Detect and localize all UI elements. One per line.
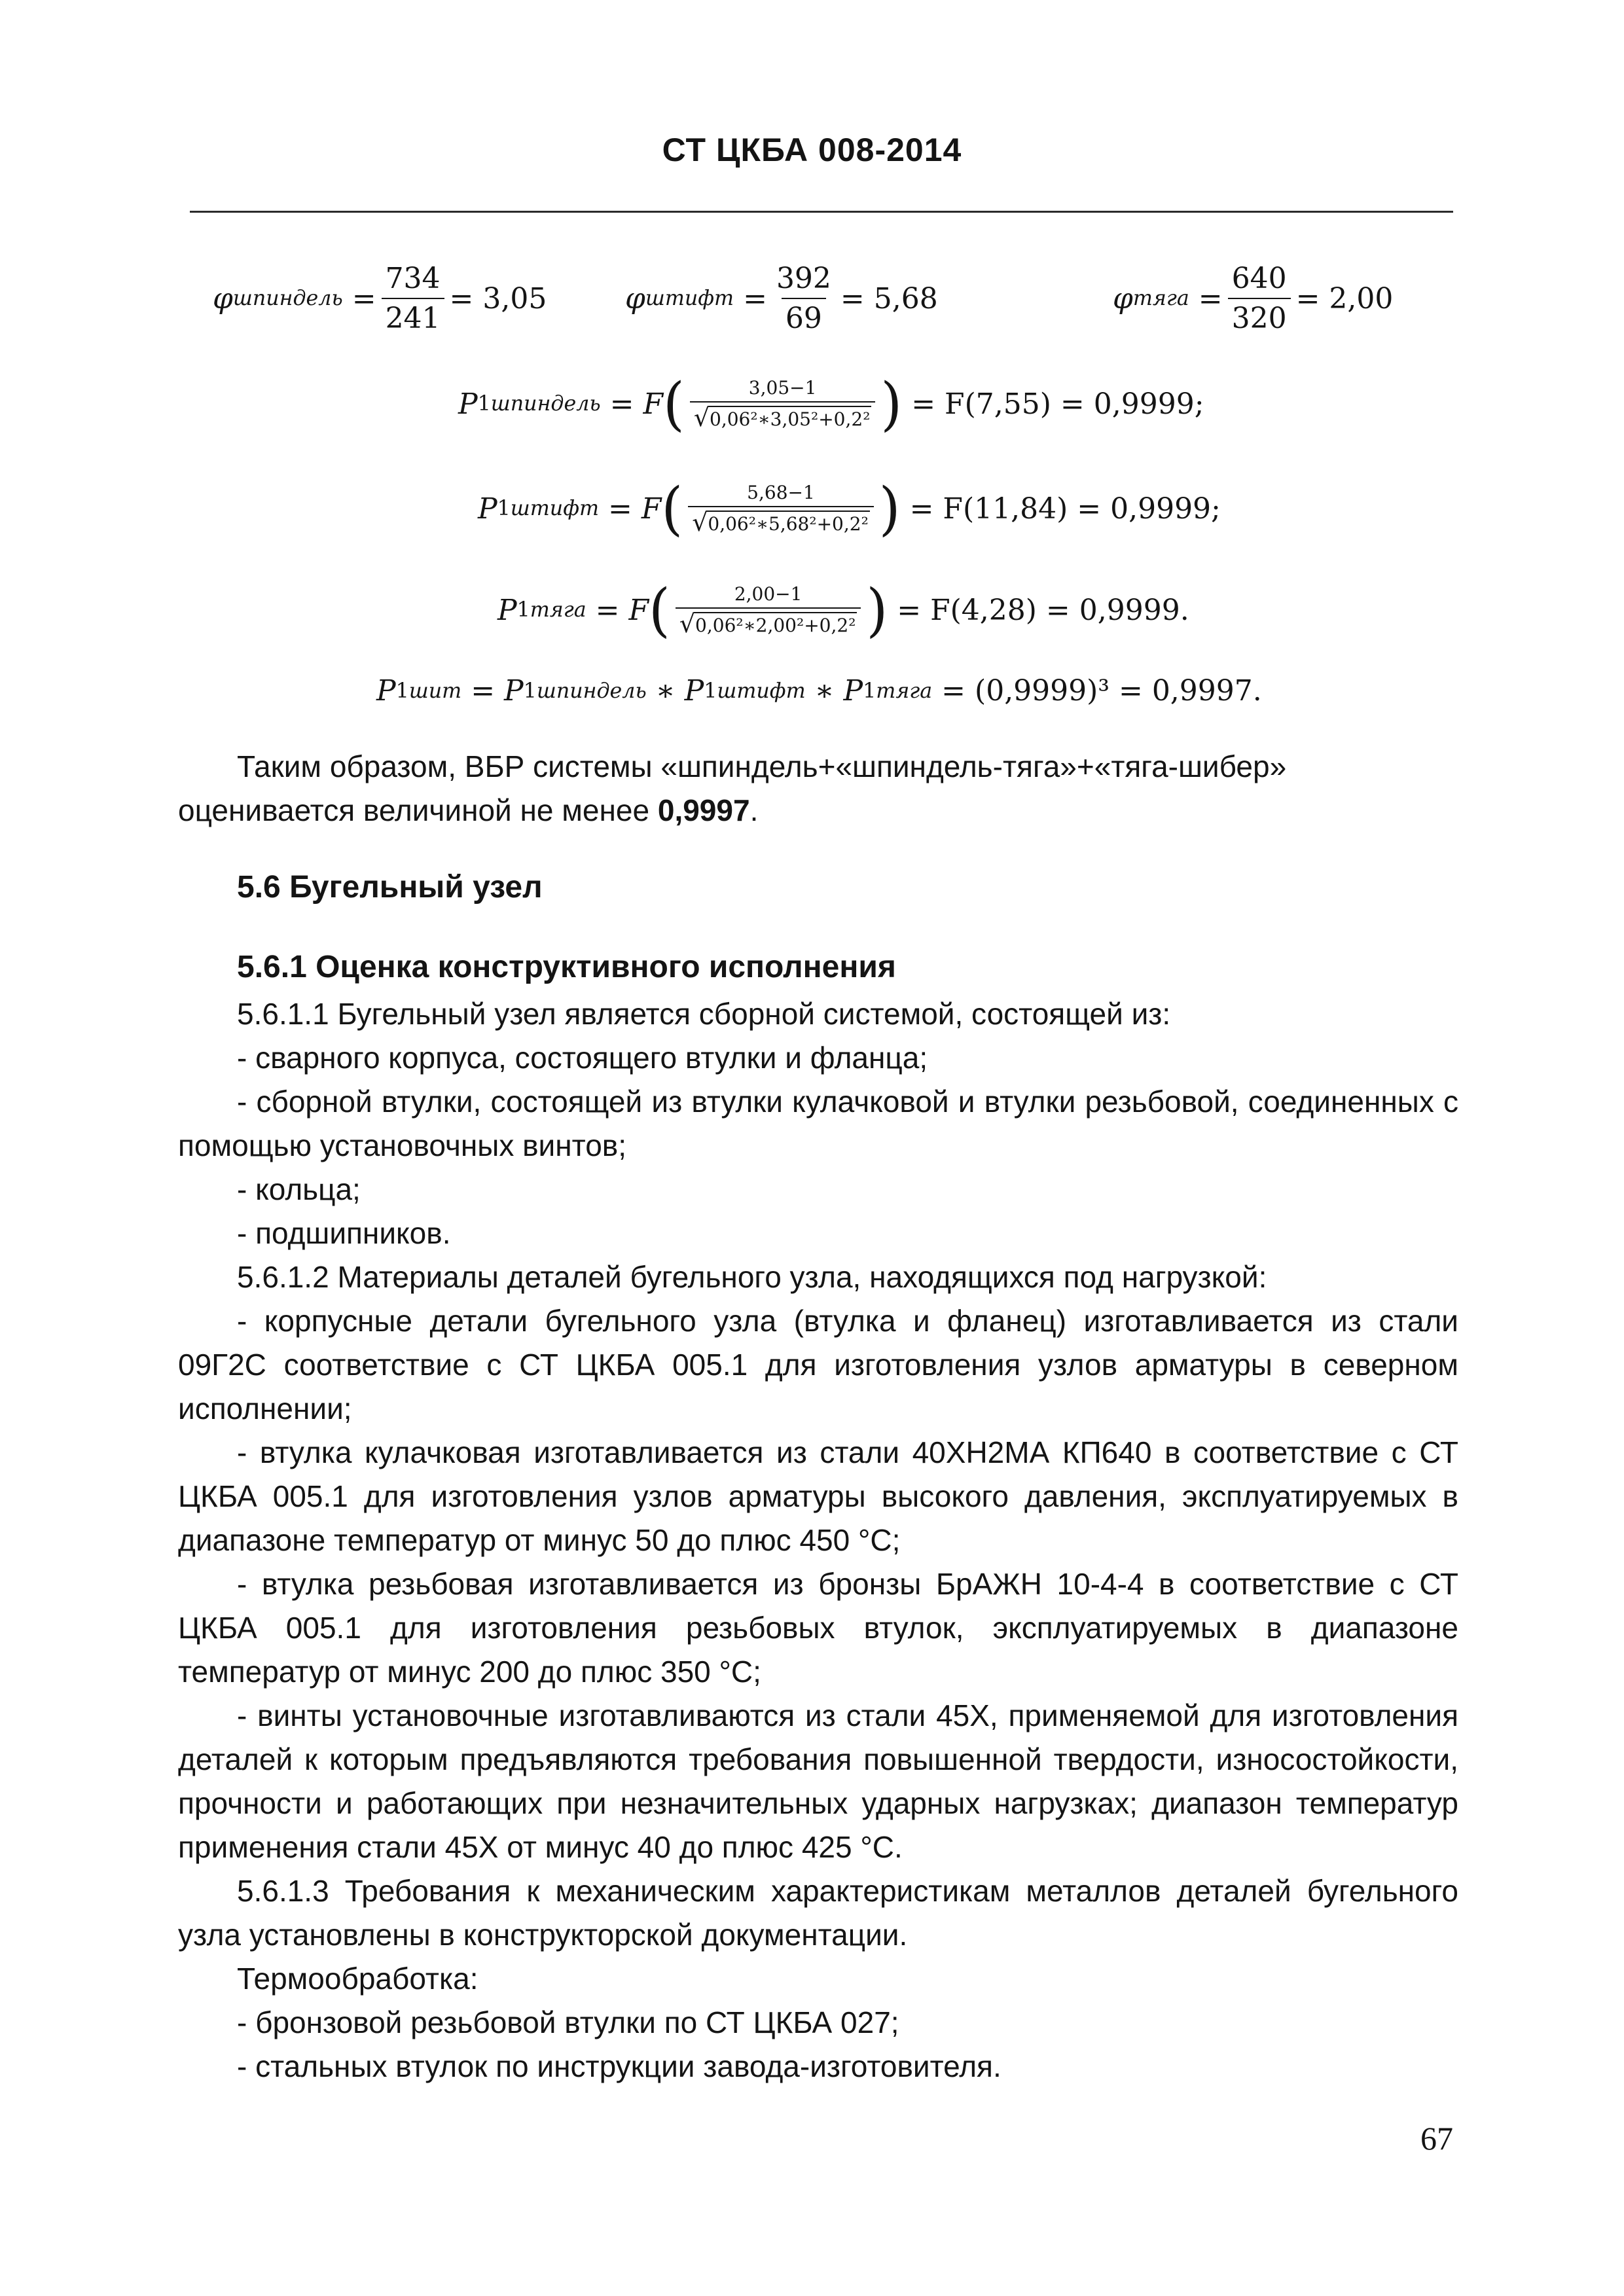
sqrt-icon: √: [693, 403, 710, 432]
body-text: [178, 992, 1458, 2089]
phi-numerator: 734: [385, 262, 441, 295]
phi-fraction: [772, 262, 835, 335]
p-index: 1: [497, 497, 511, 520]
p-subscript: штифт: [510, 497, 600, 520]
list-item: - втулка резьбовая изготавливается из бронзы БрАЖН 10-4-4 в соответствие с СТ ЦКБА 005.1 для изготовления резьбовых втулок, эксплуатируемых в диапазоне температур от минус 200 до плюс 350 °С;: [178, 1567, 1458, 1689]
phi-denominator: 241: [382, 298, 444, 335]
phi-result: 2,00: [1329, 281, 1394, 315]
phi-numerator: 640: [1231, 262, 1287, 295]
p-result: 0,9999.: [1079, 593, 1189, 627]
list-item: - бронзовой резьбовой втулки по СТ ЦКБА 027;: [237, 2005, 899, 2039]
p-formula-1: P 1 шпиндель = F ( 3,05−1 √ 0,06²∗3,05²+0,2² ) = F(7,55) = 0,9999;: [458, 370, 1204, 438]
p-numerator: 2,00−1: [734, 583, 803, 605]
header-rule: [190, 211, 1453, 213]
conclusion-paragraph: [178, 745, 1458, 833]
list-item: - втулка кулачковая изготавливается из стали 40ХН2МА КП640 в соответствие с СТ ЦКБА 005.1 для изготовления узлов арматуры высокого давления, эксплуатируемых в диапазоне температур от минус 50 до плюс 450 °С;: [178, 1435, 1458, 1557]
subsection-heading: 5.6.1 Оценка конструктивного исполнения: [237, 950, 896, 984]
phi-formula-3: φ тяга = $\frac{640}{320}$ = 2,00: [1113, 262, 1394, 335]
phi-subscript: тяга: [1132, 287, 1189, 310]
conclusion-end: .: [749, 793, 759, 827]
p-symbol: P: [478, 492, 497, 526]
phi-subscript: штифт: [645, 287, 734, 310]
list-item: - кольца;: [237, 1172, 361, 1206]
total-lhs-subscript: шит: [408, 679, 462, 703]
p-fraction: [688, 482, 874, 535]
heat-treatment-label: Термообработка:: [237, 1962, 478, 1996]
phi-formula-2: φ штифт = $\frac{392}{69}$ = 5,68: [625, 262, 938, 335]
conclusion-line-2: [178, 789, 1458, 833]
f-symbol: F: [628, 593, 649, 627]
sqrt-icon: √: [692, 508, 708, 537]
p-index: 1: [477, 392, 491, 416]
list-item: - сварного корпуса, состоящего втулки и фланца;: [237, 1041, 928, 1075]
p-result: 0,9999;: [1110, 492, 1221, 526]
phi-fraction: [1228, 262, 1291, 335]
total-term3-subscript: тяга: [876, 679, 933, 703]
p-result: 0,9999;: [1093, 387, 1204, 421]
list-item: - стальных втулок по инструкции завода-изготовителя.: [237, 2049, 1001, 2083]
phi-formula-1: φ шпиндель = $\frac{734}{241}$ = 3,05: [213, 262, 547, 335]
total-power: (0,9999)³: [975, 674, 1110, 708]
paragraph-5-6-1-3: 5.6.1.3 Требования к механическим характеристикам металлов деталей бугельного узла установлены в конструкторской документации.: [178, 1874, 1458, 1952]
p-radicand: 0,06²∗3,05²+0,2²: [708, 406, 871, 430]
phi-result: 5,68: [873, 281, 938, 315]
conclusion-prefix: оценивается величиной не менее: [178, 793, 658, 827]
phi-symbol: φ: [625, 281, 645, 315]
phi-numerator: 392: [776, 262, 831, 295]
total-result: 0,9997.: [1151, 674, 1262, 708]
section-heading: 5.6 Бугельный узел: [237, 870, 543, 905]
p-formula-2: P 1 штифт = F ( 5,68−1 √ 0,06²∗5,68²+0,2² ) = F(11,84) = 0,9999;: [478, 475, 1221, 543]
document-header: СТ ЦКБА 008-2014: [662, 132, 962, 168]
p-fraction: [676, 583, 861, 637]
p-radicand: 0,06²∗2,00²+0,2²: [694, 612, 857, 636]
list-item: - подшипников.: [237, 1216, 451, 1250]
phi-result: 3,05: [482, 281, 547, 315]
list-item: - сборной втулки, состоящей из втулки кулачковой и втулки резьбовой, соединенных с помощью установочных винтов;: [178, 1085, 1458, 1162]
p-numerator: 3,05−1: [748, 377, 817, 399]
p-numerator: 5,68−1: [747, 482, 815, 503]
page-number: 67: [1420, 2120, 1453, 2157]
p-formula-3: P 1 тяга = F ( 2,00−1 √ 0,06²∗2,00²+0,2² ) = F(4,28) = 0,9999.: [497, 576, 1189, 644]
phi-symbol: φ: [1113, 281, 1133, 315]
p-subscript: тяга: [530, 598, 586, 622]
list-item: - винты установочные изготавливаются из стали 45Х, применяемой для изготовления деталей к которым предъявляются требования повышенной твердости, износостойкости, прочности и работающих при незначительных ударных нагрузках; диапазон температур применения стали 45Х от минус 40 до плюс 425 °С.: [178, 1698, 1458, 1864]
paragraph-5-6-1-1: 5.6.1.1 Бугельный узел является сборной системой, состоящей из:: [237, 997, 1171, 1031]
p-f-value: F(4,28): [930, 593, 1037, 627]
sqrt-icon: √: [679, 609, 696, 638]
p-subscript: шпиндель: [490, 392, 601, 416]
phi-subscript: шпиндель: [232, 287, 343, 310]
conclusion-line-1: Таким образом, ВБР системы «шпиндель+«шпиндель-тяга»+«тяга-шибер»: [237, 749, 1287, 783]
list-item: - корпусные детали бугельного узла (втулка и фланец) изготавливается из стали 09Г2С соответствие с СТ ЦКБА 005.1 для изготовления узлов арматуры в северном исполнении;: [178, 1304, 1458, 1426]
p-f-value: F(11,84): [943, 492, 1068, 526]
p-index: 1: [516, 598, 530, 622]
p-fraction: [690, 377, 876, 431]
p-radicand: 0,06²∗5,68²+0,2²: [706, 511, 869, 535]
phi-symbol: φ: [213, 281, 233, 315]
phi-fraction: [382, 262, 444, 335]
total-term1-subscript: шпиндель: [536, 679, 647, 703]
phi-denominator: 69: [782, 298, 826, 335]
conclusion-value: 0,9997: [657, 793, 750, 827]
phi-denominator: 320: [1228, 298, 1291, 335]
p-symbol: P: [458, 387, 478, 421]
f-symbol: F: [643, 387, 664, 421]
total-term2-subscript: штифт: [717, 679, 806, 703]
p-symbol: P: [497, 593, 517, 627]
paragraph-5-6-1-2: 5.6.1.2 Материалы деталей бугельного узла, находящихся под нагрузкой:: [237, 1260, 1267, 1294]
p-f-value: F(7,55): [945, 387, 1051, 421]
f-symbol: F: [641, 492, 662, 526]
total-formula: P 1 шит = P 1 шпиндель ∗ P 1 штифт ∗ P 1 тяга = (0,9999)³ = 0,9997.: [376, 674, 1262, 708]
